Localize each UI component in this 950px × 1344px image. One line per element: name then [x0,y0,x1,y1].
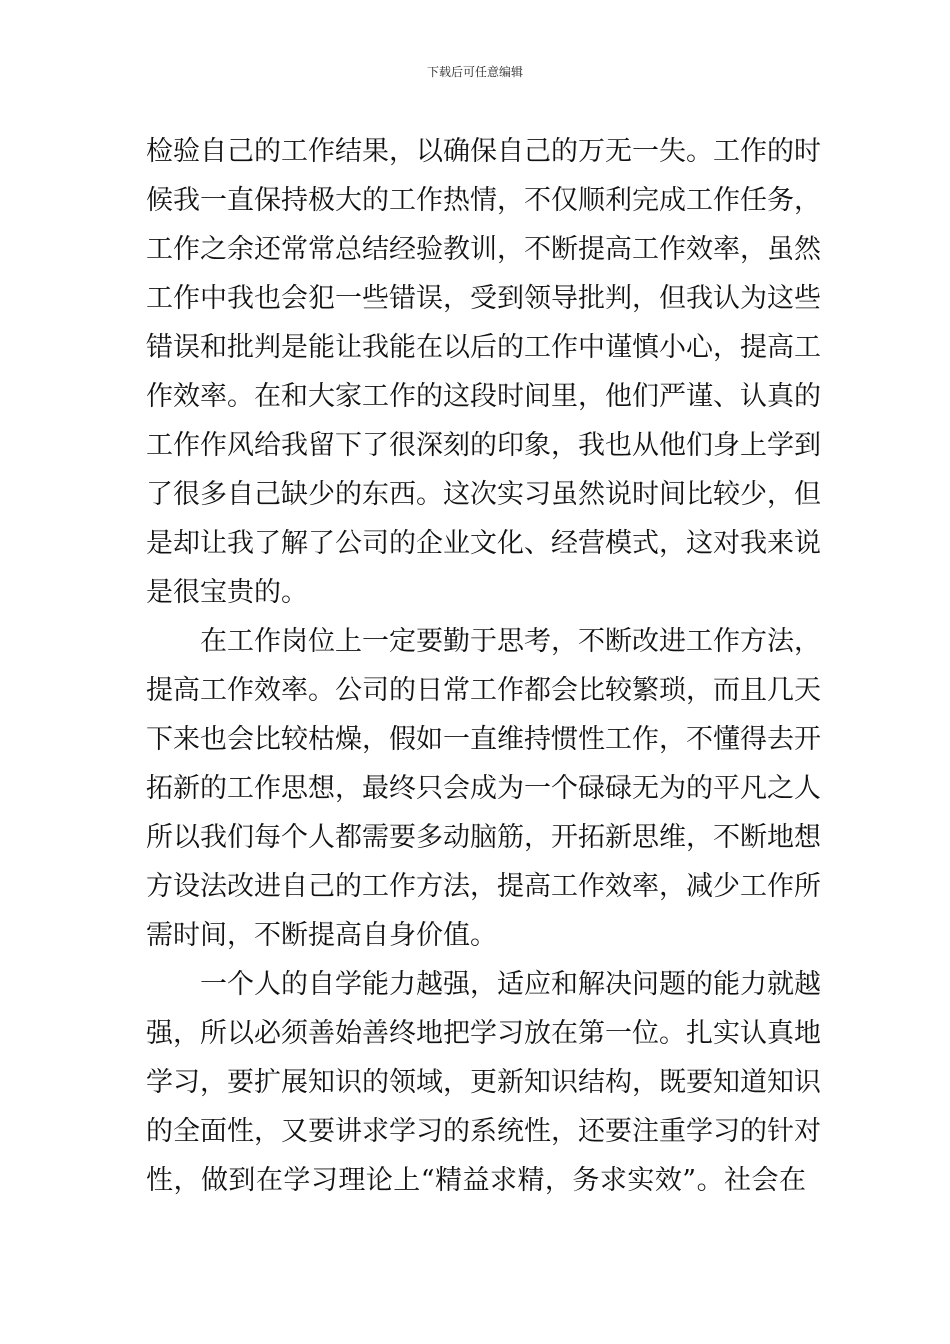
text-line: 是很宝贵的。 [146,577,308,608]
text-line: 需时间，不断提高自身价值。 [146,920,497,951]
document-body [146,127,821,1205]
text-line: 错误和批判是能让我能在以后的工作中谨慎小心，提高工 [146,332,821,363]
text-line: 一个人的自学能力越强，适应和解决问题的能力就越 [200,969,821,1000]
text-line: 在工作岗位上一定要勤于思考，不断改进工作方法， [200,626,821,657]
text-line: 强，所以必须善始善终地把学习放在第一位。扎实认真地 [146,1018,821,1049]
text-line: 工作作风给我留下了很深刻的印象，我也从他们身上学到 [146,430,821,461]
text-line: 工作中我也会犯一些错误，受到领导批判，但我认为这些 [146,283,821,314]
text-line: 是却让我了解了公司的企业文化、经营模式，这对我来说 [146,528,821,559]
text-line: 方设法改进自己的工作方法，提高工作效率，减少工作所 [146,871,821,902]
paragraph [146,127,821,617]
text-line: 所以我们每个人都需要多动脑筋，开拓新思维，不断地想 [146,822,821,853]
text-line: 性，做到在学习理论上“精益求精，务求实效”。社会在 [146,1165,806,1196]
text-line: 候我一直保持极大的工作热情，不仅顺利完成工作任务， [146,185,821,216]
paragraph [146,617,821,960]
text-line: 拓新的工作思想，最终只会成为一个碌碌无为的平凡之人 [146,773,821,804]
text-line: 的全面性，又要讲求学习的系统性，还要注重学习的针对 [146,1116,821,1147]
text-line: 提高工作效率。公司的日常工作都会比较繁琐，而且几天 [146,675,821,706]
text-line: 检验自己的工作结果，以确保自己的万无一失。工作的时 [146,136,821,167]
text-line: 学习，要扩展知识的领域，更新知识结构，既要知道知识 [146,1067,821,1098]
text-line: 了很多自己缺少的东西。这次实习虽然说时间比较少，但 [146,479,821,510]
page-header: 下载后可任意编辑 [426,65,523,79]
text-line: 作效率。在和大家工作的这段时间里，他们严谨、认真的 [146,381,821,412]
text-line: 下来也会比较枯燥，假如一直维持惯性工作，不懂得去开 [146,724,821,755]
text-line: 工作之余还常常总结经验教训，不断提高工作效率，虽然 [146,234,821,265]
paragraph [146,960,821,1205]
